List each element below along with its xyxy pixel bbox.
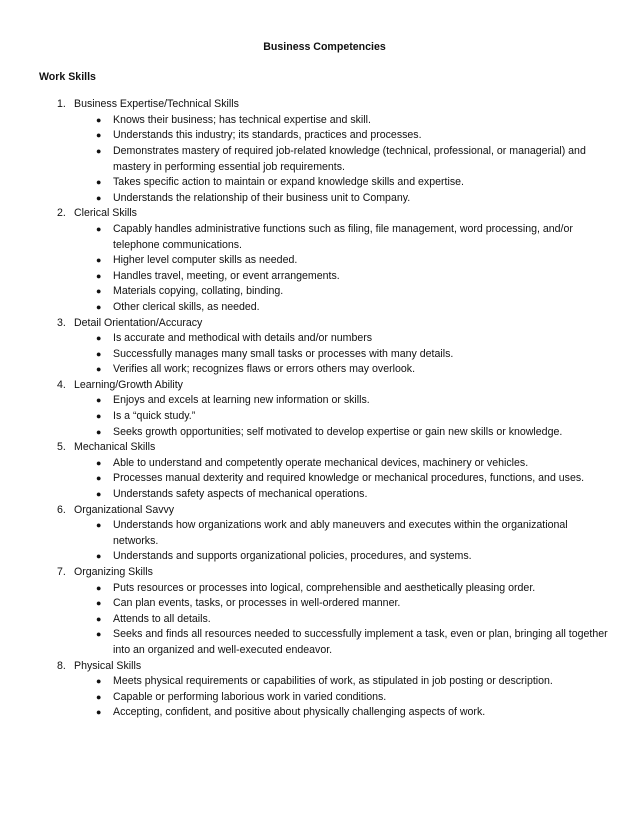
skill-name: Detail Orientation/Accuracy bbox=[74, 316, 203, 329]
bullet-icon: ● bbox=[96, 457, 102, 468]
skill-number: 3. bbox=[57, 316, 66, 329]
skill-point bbox=[74, 596, 610, 612]
skill-point bbox=[74, 222, 610, 253]
skill-number: 1. bbox=[57, 98, 66, 111]
bullet-icon: ● bbox=[96, 114, 102, 125]
skill-point-text: Understands and supports organizational policies, procedures, and systems. bbox=[113, 550, 472, 563]
section-title: Work Skills bbox=[39, 70, 96, 83]
skill-point-text: Handles travel, meeting, or event arrangements. bbox=[113, 269, 340, 282]
bullet-icon: ● bbox=[96, 364, 102, 375]
skill-point-text: Capably handles administrative functions such as filing, file management, word processing, and/or telephone communications. bbox=[113, 222, 573, 251]
skill-points-list bbox=[74, 581, 610, 659]
skill-point bbox=[74, 409, 610, 425]
bullet-icon: ● bbox=[96, 130, 102, 141]
bullet-icon: ● bbox=[96, 411, 102, 422]
bullet-icon: ● bbox=[96, 395, 102, 406]
bullet-icon: ● bbox=[96, 223, 102, 234]
skill-point bbox=[74, 487, 610, 503]
skill-point-text: Seeks and finds all resources needed to successfully implement a task, even or plan, bringing all together into an organized and well-executed endeavor. bbox=[113, 628, 608, 656]
skill-point-text: Seeks growth opportunities; self motivated to develop expertise or gain new skills or knowledge. bbox=[113, 425, 563, 438]
skill-point bbox=[74, 347, 610, 363]
bullet-icon: ● bbox=[96, 145, 102, 156]
skill-name: Organizational Savvy bbox=[74, 503, 175, 516]
skill-item bbox=[39, 316, 610, 378]
skill-point-text: Is accurate and methodical with details and/or numbers bbox=[113, 332, 373, 345]
skill-point-text: Successfully manages many small tasks or processes with many details. bbox=[113, 347, 454, 360]
skill-number: 5. bbox=[57, 441, 66, 454]
bullet-icon: ● bbox=[96, 301, 102, 312]
bullet-icon: ● bbox=[96, 286, 102, 297]
skill-point bbox=[74, 627, 610, 658]
skill-number: 6. bbox=[57, 503, 66, 516]
bullet-icon: ● bbox=[96, 598, 102, 609]
skill-name: Learning/Growth Ability bbox=[74, 378, 183, 391]
skill-point bbox=[74, 393, 610, 409]
skill-point bbox=[74, 581, 610, 597]
bullet-icon: ● bbox=[96, 333, 102, 344]
skill-point-text: Knows their business; has technical expertise and skill. bbox=[113, 113, 371, 126]
skill-point bbox=[74, 471, 610, 487]
skill-point-text: Puts resources or processes into logical, comprehensible and aesthetically pleasing order. bbox=[113, 581, 536, 594]
skill-number: 2. bbox=[57, 207, 66, 220]
skill-point-text: Attends to all details. bbox=[113, 612, 211, 625]
skill-point bbox=[74, 144, 610, 175]
skill-point bbox=[74, 690, 610, 706]
skill-point-text: Meets physical requirements or capabilities of work, as stipulated in job posting or description. bbox=[113, 675, 553, 688]
bullet-icon: ● bbox=[96, 348, 102, 359]
bullet-icon: ● bbox=[96, 426, 102, 437]
skill-point bbox=[74, 113, 610, 129]
skill-point-text: Is a “quick study.” bbox=[113, 410, 196, 423]
bullet-icon: ● bbox=[96, 691, 102, 702]
skill-point-text: Takes specific action to maintain or expand knowledge skills and expertise. bbox=[113, 176, 464, 189]
skill-number: 4. bbox=[57, 378, 66, 391]
skill-point-text: Higher level computer skills as needed. bbox=[113, 254, 298, 267]
skill-number: 8. bbox=[57, 659, 66, 672]
skill-point-text: Materials copying, collating, binding. bbox=[113, 285, 284, 298]
skill-point bbox=[74, 518, 610, 549]
skill-point bbox=[74, 300, 610, 316]
skill-point-text: Understands safety aspects of mechanical operations. bbox=[113, 488, 368, 501]
skill-point-text: Understands this industry; its standards, practices and processes. bbox=[113, 129, 422, 142]
skill-point bbox=[74, 269, 610, 285]
skill-name: Mechanical Skills bbox=[74, 441, 156, 454]
bullet-icon: ● bbox=[96, 613, 102, 624]
skill-points-list bbox=[74, 331, 610, 378]
skill-point bbox=[74, 549, 610, 565]
skill-point-text: Understands how organizations work and ably maneuvers and executes within the organizational networks. bbox=[113, 519, 568, 547]
skill-name: Clerical Skills bbox=[74, 207, 137, 220]
skill-point bbox=[74, 425, 610, 441]
skill-name: Business Expertise/Technical Skills bbox=[74, 98, 239, 111]
skill-item bbox=[39, 206, 610, 315]
bullet-icon: ● bbox=[96, 582, 102, 593]
skill-point-text: Can plan events, tasks, or processes in well-ordered manner. bbox=[113, 597, 401, 610]
skill-point bbox=[74, 612, 610, 628]
skill-point bbox=[74, 128, 610, 144]
bullet-icon: ● bbox=[96, 551, 102, 562]
bullet-icon: ● bbox=[96, 707, 102, 718]
skill-name: Physical Skills bbox=[74, 659, 142, 672]
skill-point bbox=[74, 362, 610, 378]
skill-point bbox=[74, 175, 610, 191]
skill-points-list bbox=[74, 393, 610, 440]
skill-item bbox=[39, 97, 610, 206]
skill-points-list bbox=[74, 456, 610, 503]
skill-point bbox=[74, 284, 610, 300]
skill-point-text: Able to understand and competently operate mechanical devices, machinery or vehicles. bbox=[113, 456, 529, 469]
skill-point-text: Demonstrates mastery of required job-related knowledge (technical, professional, or managerial) and mastery in performing essential job requirements. bbox=[113, 144, 586, 173]
bullet-icon: ● bbox=[96, 489, 102, 500]
skill-points-list bbox=[74, 222, 610, 316]
skill-point-text: Capable or performing laborious work in varied conditions. bbox=[113, 690, 387, 703]
skill-item bbox=[39, 565, 610, 659]
skill-point-text: Enjoys and excels at learning new information or skills. bbox=[113, 394, 370, 407]
skill-number: 7. bbox=[57, 566, 66, 578]
bullet-icon: ● bbox=[96, 676, 102, 687]
bullet-icon: ● bbox=[96, 520, 102, 531]
skill-point bbox=[74, 674, 610, 690]
skills-list bbox=[39, 97, 610, 721]
bullet-icon: ● bbox=[96, 473, 102, 484]
skill-point-text: Processes manual dexterity and required knowledge or mechanical procedures, functions, and uses. bbox=[113, 472, 585, 485]
skill-point bbox=[74, 331, 610, 347]
skill-item bbox=[39, 503, 610, 565]
bullet-icon: ● bbox=[96, 177, 102, 188]
skill-item bbox=[39, 440, 610, 502]
skill-point-text: Verifies all work; recognizes flaws or errors others may overlook. bbox=[113, 363, 416, 376]
document-title: Business Competencies bbox=[263, 41, 386, 53]
skill-item bbox=[39, 378, 610, 440]
skill-point-text: Accepting, confident, and positive about physically challenging aspects of work. bbox=[113, 706, 486, 719]
skill-points-list bbox=[74, 113, 610, 207]
skill-point bbox=[74, 705, 610, 721]
bullet-icon: ● bbox=[96, 629, 102, 640]
skill-points-list bbox=[74, 518, 610, 565]
skill-point-text: Understands the relationship of their business unit to Company. bbox=[113, 191, 411, 204]
bullet-icon: ● bbox=[96, 255, 102, 266]
skill-point bbox=[74, 456, 610, 472]
skill-name: Organizing Skills bbox=[74, 566, 153, 578]
bullet-icon: ● bbox=[96, 192, 102, 203]
skill-item bbox=[39, 659, 610, 721]
skill-point bbox=[74, 253, 610, 269]
skill-point bbox=[74, 191, 610, 207]
skill-points-list bbox=[74, 674, 610, 721]
skill-point-text: Other clerical skills, as needed. bbox=[113, 300, 260, 313]
bullet-icon: ● bbox=[96, 270, 102, 281]
